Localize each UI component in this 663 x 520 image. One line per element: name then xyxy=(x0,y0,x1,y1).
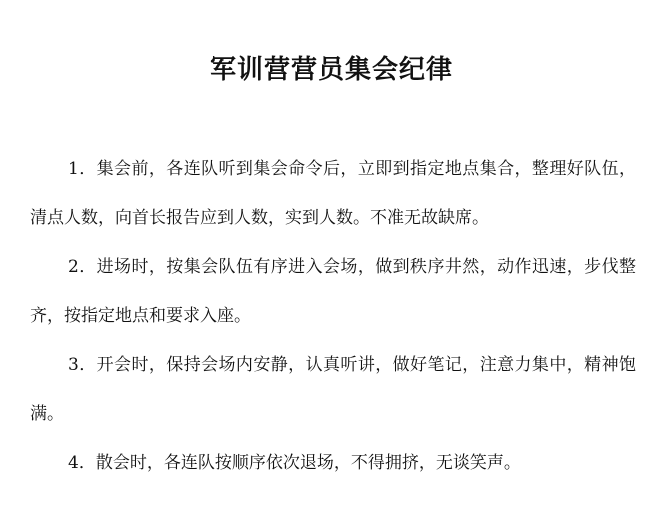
rule-item-3: 3．开会时，保持会场内安静，认真听讲，做好笔记，注意力集中，精神饱满。 xyxy=(30,355,636,424)
rule-item-1: 1．集会前，各连队听到集会命令后，立即到指定地点集合，整理好队伍，清点人数，向首长报告应到人数，实到人数。不准无故缺席。 xyxy=(30,159,636,228)
rule-item-2: 2．进场时，按集会队伍有序进入会场，做到秩序井然，动作迅速，步伐整齐，按指定地点和要求入座。 xyxy=(30,257,636,326)
document-title: 军训营营员集会纪律 xyxy=(209,55,453,85)
rule-item-4: 4．散会时，各连队按顺序依次退场，不得拥挤，无谈笑声。 xyxy=(68,453,521,473)
rules-list xyxy=(30,145,636,488)
